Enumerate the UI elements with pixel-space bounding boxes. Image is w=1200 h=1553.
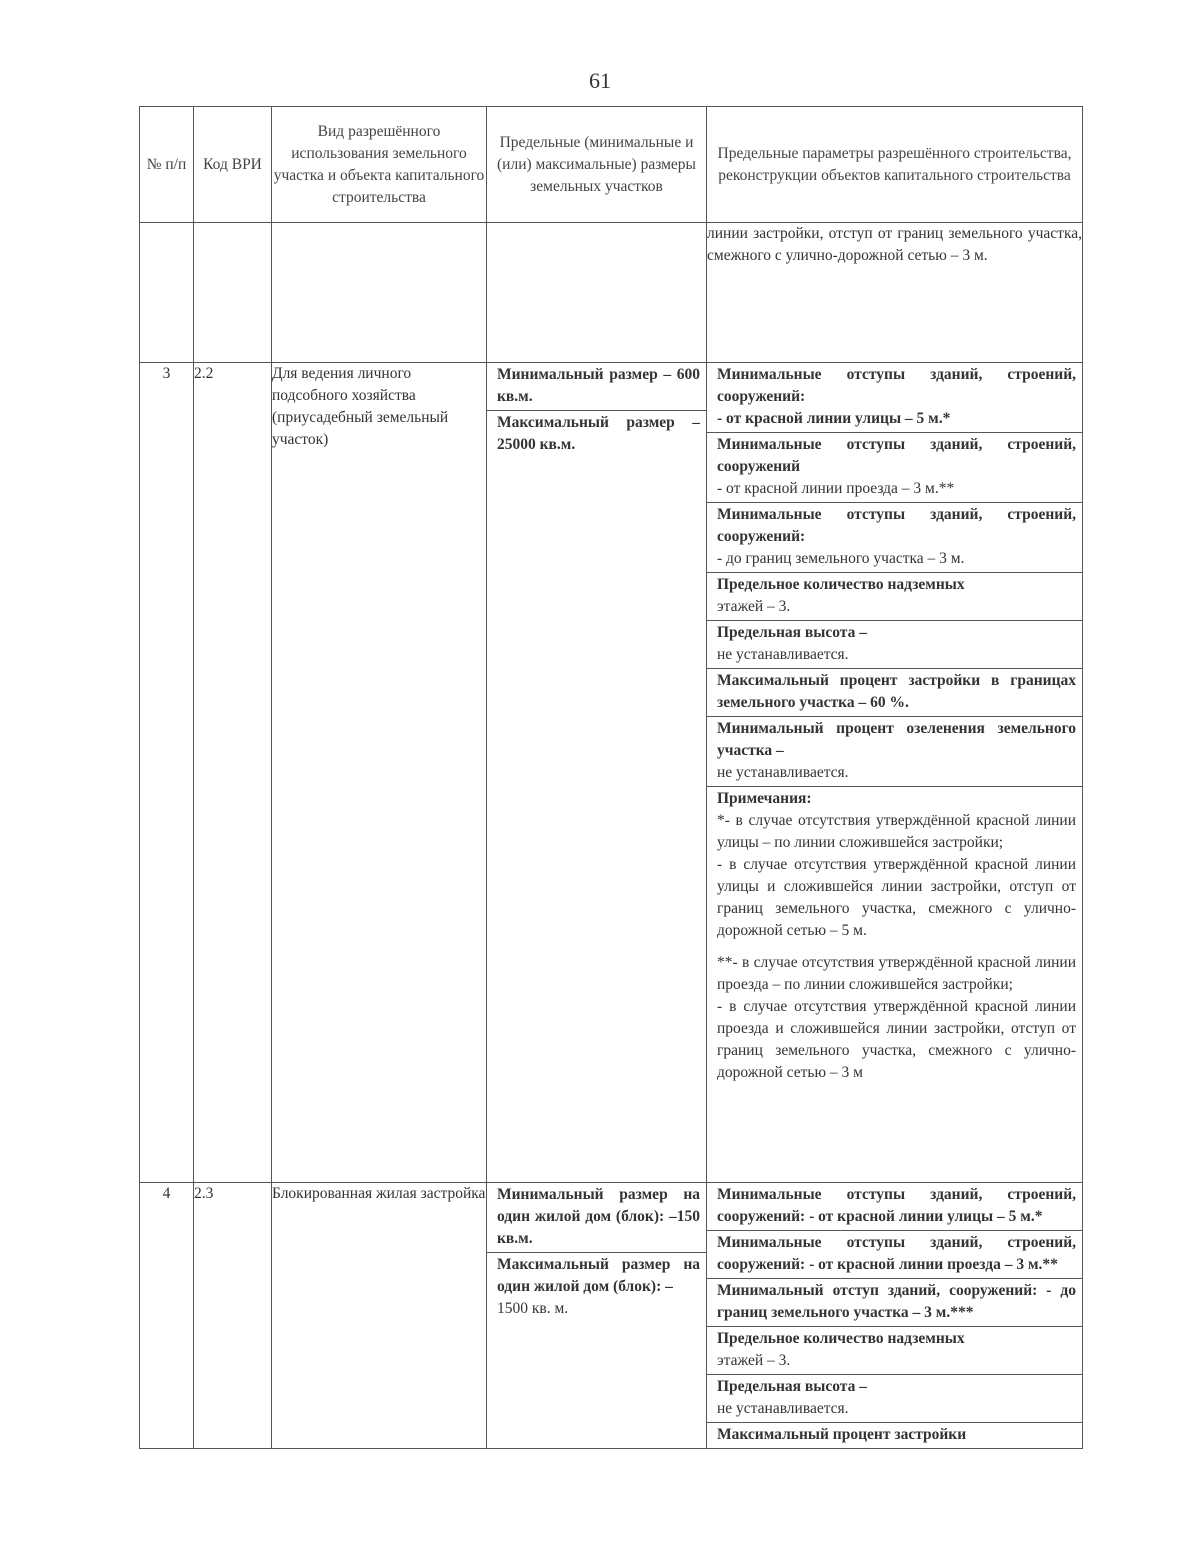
row3-size-min: Минимальный размер – 600 кв.м.	[487, 363, 706, 411]
row4-param-4: Предельная высота – не устанавливается.	[707, 1375, 1082, 1423]
header-kind: Вид разрешённого использования земельного участка и объекта капитального строительства	[272, 107, 487, 223]
row3-param-4: Предельная высота – не устанавливается.	[707, 621, 1082, 669]
header-num: № п/п	[140, 107, 194, 223]
table-row-3	[140, 363, 1083, 1183]
row3-param-2: Минимальные отступы зданий, строений, сооружений: - до границ земельного участка – 3 м.	[707, 503, 1082, 573]
continuation-params: линии застройки, отступ от границ земельного участка, смежного с улично-дорожной сетью – 3 м.	[707, 223, 1083, 363]
note-2: - в случае отсутствия утверждённой красной линии улицы и сложившейся линии застройки, отступ от границ земельного участка, смежного с улично-дорожной сетью – 5 м.	[717, 856, 1076, 939]
row4-num: 4	[140, 1183, 194, 1449]
row3-params	[707, 363, 1083, 1183]
page-number: 61	[589, 68, 611, 93]
header-params: Предельные параметры разрешённого строительства, реконструкции объектов капитального строительства	[707, 107, 1083, 223]
row3-size-max: Максимальный размер – 25000 кв.м.	[497, 414, 700, 453]
note-1: *- в случае отсутствия утверждённой красной линии улицы – по линии сложившейся застройки;	[717, 812, 1076, 851]
note-4: - в случае отсутствия утверждённой красной линии проезда и сложившейся линии застройки, отступ от границ земельного участка, смежного с улично-дорожной сетью – 3 м	[717, 998, 1076, 1081]
row3-kind: Для ведения личного подсобного хозяйства (приусадебный земельный участок)	[272, 363, 487, 1183]
row3-notes: Примечания: *- в случае отсутствия утверждённой красной линии улицы – по линии сложившейся застройки; - в случае отсутствия утверждённой красной линии улицы и сложившейся линии застройки, отступ от границ земельного участка, смежного с улично-дорожной сетью – 5 м. **- в случае отсутствия утверждённой красной линии проезда – по линии сложившейся застройки; - в случае отсутствия утверждённой красной линии проезда и сложившейся линии застройки, отступ от границ земельного участка, смежного с улично-дорожной сетью – 3 м	[717, 790, 1076, 1081]
row3-param-1: Минимальные отступы зданий, строений, сооружений - от красной линии проезда – 3 м.**	[707, 433, 1082, 503]
row4-kind: Блокированная жилая застройка	[272, 1183, 487, 1449]
row4-params	[707, 1183, 1083, 1449]
row4-param-0: Минимальные отступы зданий, строений, сооружений: - от красной линии улицы – 5 м.*	[707, 1183, 1082, 1231]
regulations-table	[139, 106, 1083, 1449]
row3-sizes	[487, 363, 707, 1183]
row3-param-3: Предельное количество надземных этажей – 3.	[707, 573, 1082, 621]
row4-size-min: Минимальный размер на один жилой дом (блок): –150 кв.м.	[487, 1183, 706, 1253]
note-3: **- в случае отсутствия утверждённой красной линии проезда – по линии сложившейся застройки;	[717, 954, 1076, 993]
continuation-row	[140, 223, 1083, 363]
row4-param-3: Предельное количество надземных этажей – 3.	[707, 1327, 1082, 1375]
row3-param-6: Минимальный процент озеленения земельного участка – не устанавливается.	[707, 717, 1082, 787]
row4-size-max: Максимальный размер на один жилой дом (блок): – 1500 кв. м.	[497, 1256, 700, 1317]
table-row-4	[140, 1183, 1083, 1449]
row3-param-5: Максимальный процент застройки в границах земельного участка – 60 %.	[707, 669, 1082, 717]
row4-param-1: Минимальные отступы зданий, строений, сооружений: - от красной линии проезда – 3 м.**	[707, 1231, 1082, 1279]
header-code: Код ВРИ	[194, 107, 272, 223]
row4-sizes	[487, 1183, 707, 1449]
row3-num: 3	[140, 363, 194, 1183]
header-size: Предельные (минимальные и (или) максимальные) размеры земельных участков	[487, 107, 707, 223]
table-header-row	[140, 107, 1083, 223]
row3-param-0: Минимальные отступы зданий, строений, сооружений: - от красной линии улицы – 5 м.*	[707, 363, 1082, 433]
row4-param-5: Максимальный процент застройки	[717, 1426, 967, 1443]
row3-code: 2.2	[194, 363, 272, 1183]
row4-param-2: Минимальный отступ зданий, сооружений: - до границ земельного участка – 3 м.***	[707, 1279, 1082, 1327]
row4-code: 2.3	[194, 1183, 272, 1449]
